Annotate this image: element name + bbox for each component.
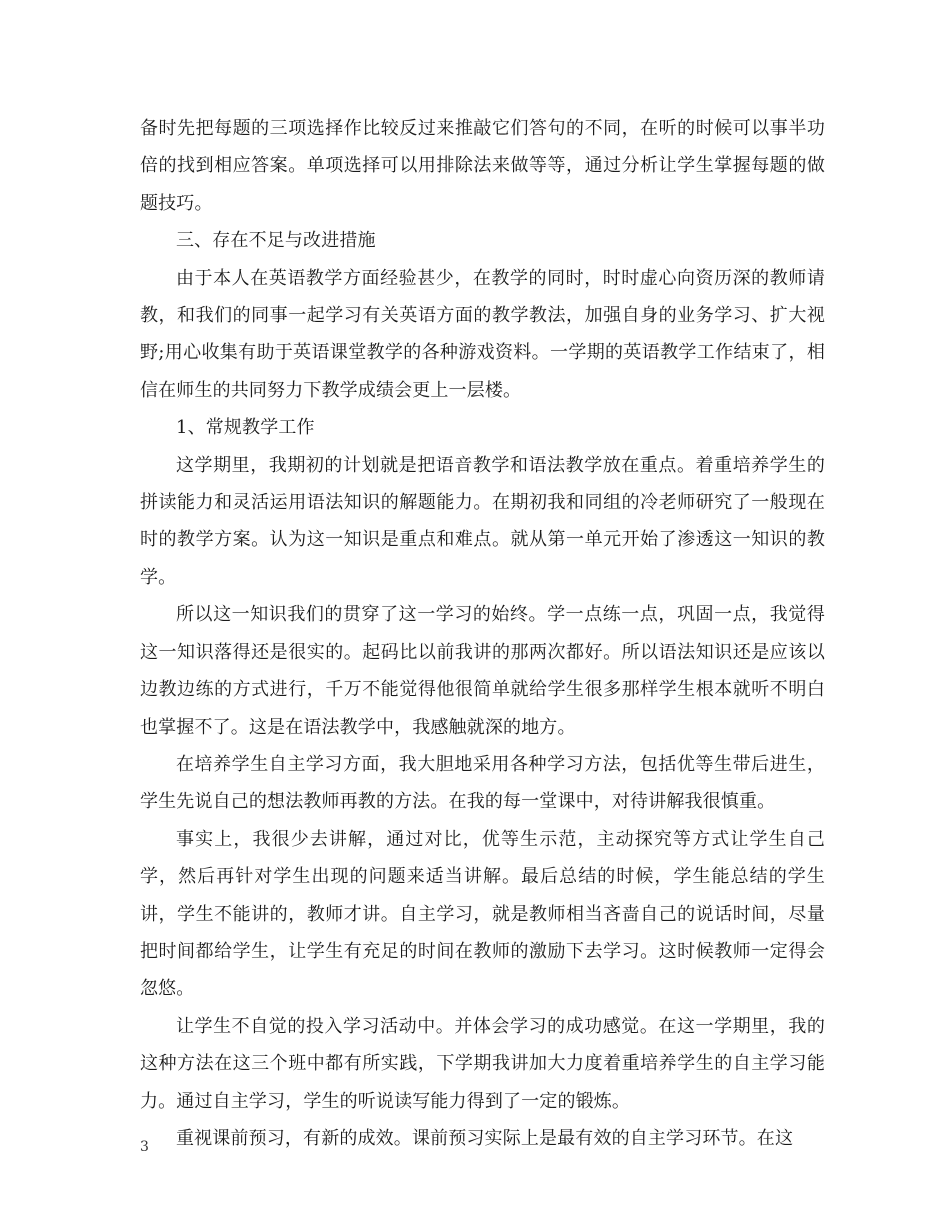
subsection-heading-routine-teaching: 1、常规教学工作 bbox=[176, 417, 315, 439]
paragraph-engagement: 让学生不自觉的投入学习活动中。并体会学习的成功感觉。在这一学期里，我的这种方法在这三个班中都有所实践，下学期我讲加大力度着重培养学生的自主学习能力。通过自主学习，学生的听说读写能力得到了一定的锻炼。 bbox=[140, 1015, 825, 1112]
section-heading-shortcomings: 三、存在不足与改进措施 bbox=[176, 230, 376, 252]
paragraph-explanation: 事实上，我很少去讲解，通过对比，优等生示范，主动探究等方式让学生自己学，然后再针对学生出现的问题来适当讲解。最后总结的时候，学生能总结的学生讲，学生不能讲的，教师才讲。自主学习，就是教师相当吝啬自己的说话时间，尽量把时间都给学生，让学生有充足的时间在教师的激励下去学习。这时候教师一定得会忽悠。 bbox=[140, 828, 825, 1000]
paragraph-grammar-practice: 所以这一知识我们的贯穿了这一学习的始终。学一点练一点，巩固一点，我觉得这一知识落得还是很实的。起码比以前我讲的那两次都好。所以语法知识还是应该以边教边练的方式进行，千万不能觉得他很简单就给学生很多那样学生根本就听不明白也掌握不了。这是在语法教学中，我感触就深的地方。 bbox=[140, 604, 825, 738]
paragraph-experience: 由于本人在英语教学方面经验甚少，在教学的同时，时时虚心向资历深的教师请教，和我们的同事一起学习有关英语方面的教学教法，加强自身的业务学习、扩大视野;用心收集有助于英语课堂教学的各种游戏资料。一学期的英语教学工作结束了，相信在师生的共同努力下教学成绩会更上一层楼。 bbox=[140, 267, 825, 401]
document-body bbox=[140, 110, 825, 1157]
page-number: 3 bbox=[140, 1139, 149, 1155]
paragraph-term-plan: 这学期里，我期初的计划就是把语音教学和语法教学放在重点。着重培养学生的拼读能力和灵活运用语法知识的解题能力。在期初我和同组的冷老师研究了一般现在时的教学方案。认为这一知识是重点和难点。就从第一单元开始了渗透这一知识的教学。 bbox=[140, 454, 825, 588]
paragraph-preview: 重视课前预习，有新的成效。课前预习实际上是最有效的自主学习环节。在这 bbox=[176, 1127, 794, 1149]
paragraph-self-study: 在培养学生自主学习方面，我大胆地采用各种学习方法，包括优等生带后进生，学生先说自己的想法教师再教的方法。在我的每一堂课中，对待讲解我很慎重。 bbox=[140, 753, 825, 813]
paragraph-listening-tips: 备时先把每题的三项选择作比较反过来推敲它们答句的不同，在听的时候可以事半功倍的找到相应答案。单项选择可以用排除法来做等等，通过分析让学生掌握每题的做题技巧。 bbox=[140, 118, 825, 214]
